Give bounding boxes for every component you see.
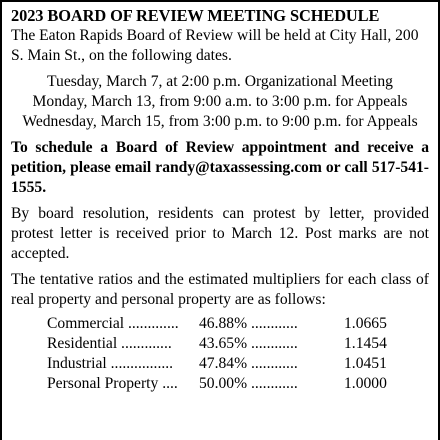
table-row	[47, 354, 387, 374]
notice-title: 2023 BOARD OF REVIEW MEETING SCHEDULE	[11, 6, 380, 25]
multiplier: 1.1454	[344, 335, 387, 352]
property-class: Commercial .............	[47, 315, 179, 332]
resolution-paragraph: By board resolution, residents can protest by letter, provided protest letter is received prior to March 12. Post marks are not accepted.	[11, 205, 429, 262]
tentative-ratio: 43.65% ............	[199, 335, 298, 352]
table-row	[47, 374, 387, 394]
tentative-ratio: 50.00% ............	[199, 375, 298, 392]
table-row	[47, 314, 387, 334]
multiplier: 1.0665	[344, 315, 387, 332]
property-class: Residential .............	[47, 335, 172, 352]
table-row	[47, 334, 387, 354]
multiplier: 1.0451	[344, 355, 387, 372]
ratios-table	[47, 314, 387, 394]
ratios-intro-paragraph: The tentative ratios and the estimated multipliers for each class of real property and personal property are as follows:	[11, 271, 429, 308]
meeting-date: Wednesday, March 15, from 3:00 p.m. to 9:00 p.m. for Appeals	[22, 113, 418, 130]
meeting-dates	[11, 72, 429, 132]
tentative-ratio: 47.84% ............	[199, 355, 298, 372]
property-class: Industrial ................	[47, 355, 174, 372]
meeting-date: Tuesday, March 7, at 2:00 p.m. Organizational Meeting	[47, 73, 393, 90]
meeting-date: Monday, March 13, from 9:00 a.m. to 3:00 p.m. for Appeals	[32, 93, 408, 110]
multiplier: 1.0000	[344, 375, 387, 392]
intro-paragraph: The Eaton Rapids Board of Review will be held at City Hall, 200 S. Main St., on the following dates.	[11, 27, 419, 64]
property-class: Personal Property ....	[47, 375, 178, 392]
tentative-ratio: 46.88% ............	[199, 315, 298, 332]
appointment-paragraph: To schedule a Board of Review appointment and receive a petition, please email randy@taxassessing.com or call 517-541-1555.	[11, 139, 429, 196]
